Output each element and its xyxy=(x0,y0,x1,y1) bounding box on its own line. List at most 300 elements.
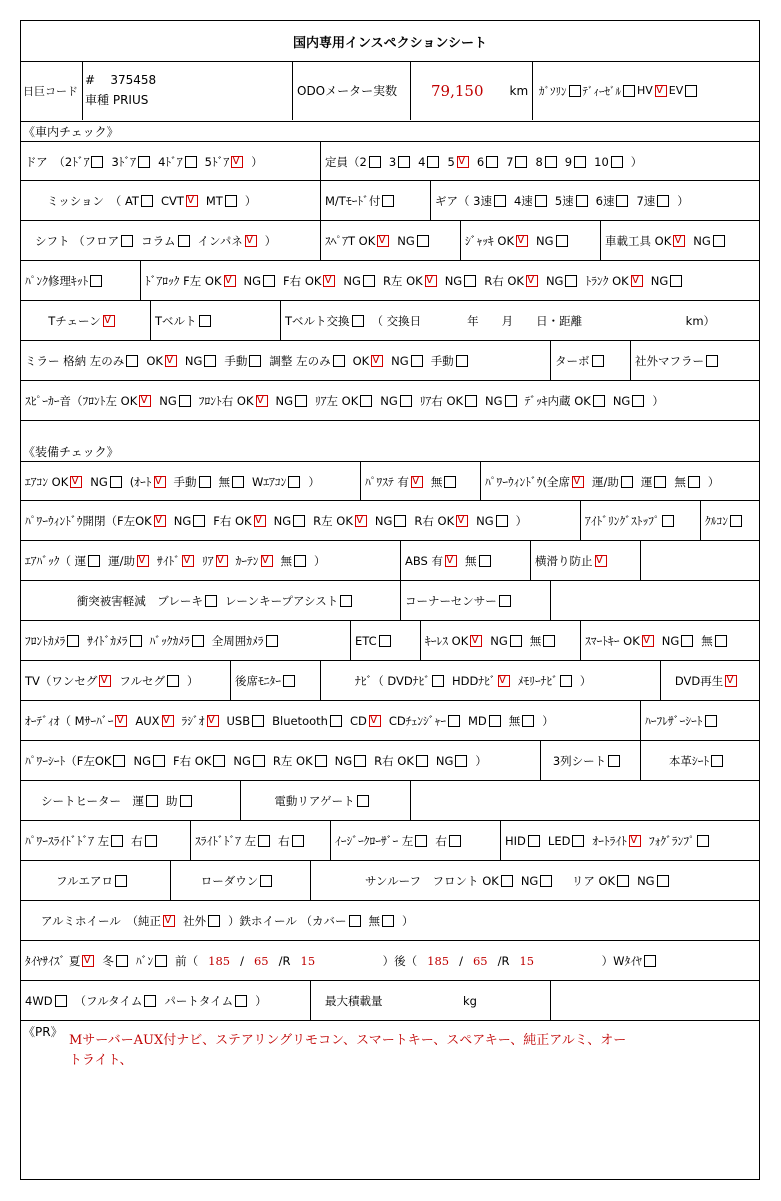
checkbox-checked[interactable] xyxy=(673,235,685,247)
checkbox[interactable] xyxy=(540,875,552,887)
checkbox[interactable] xyxy=(711,755,723,767)
checkbox[interactable] xyxy=(179,395,191,407)
checkbox-checked[interactable] xyxy=(371,355,383,367)
checkbox[interactable] xyxy=(116,955,128,967)
odo-unit: km xyxy=(509,83,529,98)
checkbox-checked[interactable] xyxy=(369,715,381,727)
tire-size-value: 15 xyxy=(519,953,535,968)
checkbox[interactable] xyxy=(417,235,429,247)
pr-section xyxy=(21,1021,759,1179)
checkbox[interactable] xyxy=(398,156,410,168)
field-label: 社外マフラー xyxy=(635,353,704,368)
field-label: 後席ﾓﾆﾀｰ xyxy=(235,673,281,688)
checkbox[interactable] xyxy=(199,315,211,327)
checkbox[interactable] xyxy=(146,795,158,807)
form-row xyxy=(21,181,759,221)
field-label: NG xyxy=(693,233,711,248)
checkbox-checked[interactable] xyxy=(470,635,482,647)
checkbox-checked[interactable] xyxy=(103,315,115,327)
field-label: 無 xyxy=(701,633,713,648)
field-label: NG xyxy=(485,393,503,408)
field-label: 無 xyxy=(508,713,521,728)
field-label: NG xyxy=(273,513,292,528)
checkbox[interactable] xyxy=(415,835,427,847)
field-label: ﾄﾞｱﾛｯｸ F左 OK xyxy=(145,273,222,288)
checkbox[interactable] xyxy=(352,315,364,327)
checkbox[interactable] xyxy=(204,355,216,367)
field-label: F右 OK xyxy=(172,753,212,768)
checkbox[interactable] xyxy=(199,476,211,488)
checkbox[interactable] xyxy=(252,715,264,727)
field-label: ﾊﾞｯｸｶﾒﾗ xyxy=(149,633,190,648)
fuel-type xyxy=(533,61,759,120)
form-cell xyxy=(551,581,759,620)
checkbox[interactable] xyxy=(369,156,381,168)
checkbox[interactable] xyxy=(354,755,366,767)
checkbox[interactable] xyxy=(501,875,513,887)
field-label: NG xyxy=(90,474,108,489)
checkbox[interactable] xyxy=(138,156,150,168)
field-label: NG xyxy=(490,633,508,648)
field-label: ）Wﾀｲﾔ xyxy=(544,953,642,968)
field-label: ｵｰﾃﾞｨｵ（ Mｻｰﾊﾞｰ xyxy=(25,713,114,728)
form-cell xyxy=(401,541,531,580)
checkbox[interactable] xyxy=(592,355,604,367)
field-label: パートタイム xyxy=(164,993,234,1008)
form-cell xyxy=(191,821,331,860)
form-row xyxy=(21,461,759,501)
fuel-checkbox[interactable] xyxy=(655,85,667,97)
field-label: ETC xyxy=(355,633,377,648)
checkbox[interactable] xyxy=(90,275,102,287)
checkbox[interactable] xyxy=(494,195,506,207)
checkbox[interactable] xyxy=(448,715,460,727)
checkbox[interactable] xyxy=(382,915,394,927)
field-label: 3列シート xyxy=(552,753,607,768)
checkbox[interactable] xyxy=(496,515,508,527)
form-cell xyxy=(701,501,759,540)
pr-text: MサーバーAUX付ナビ、ステアリングリモコン、スマートキー、スペアキー、純正アルミ、オー トライト、 xyxy=(69,1033,627,1068)
field-label: 調整 左のみ xyxy=(269,353,331,368)
checkbox[interactable] xyxy=(155,955,167,967)
checkbox-checked[interactable] xyxy=(154,476,166,488)
field-label: サンルーフ フロント OK xyxy=(365,873,499,888)
checkbox[interactable] xyxy=(193,515,205,527)
field-label: (ｵｰﾄ xyxy=(129,474,152,489)
checkbox-checked[interactable] xyxy=(516,235,528,247)
field-label: 前（ xyxy=(175,953,199,968)
field-label: ﾊﾟﾜｰｳｨﾝﾄﾞｳ(全席 xyxy=(485,474,570,489)
checkbox-checked[interactable] xyxy=(182,555,194,567)
checkbox[interactable] xyxy=(67,635,79,647)
checkbox[interactable] xyxy=(232,476,244,488)
field-label: ﾌﾛﾝﾄ右 OK xyxy=(198,393,254,408)
odo-value: 79,150 xyxy=(431,81,484,100)
checkbox[interactable] xyxy=(295,395,307,407)
checkbox[interactable] xyxy=(479,555,491,567)
checkbox[interactable] xyxy=(113,755,125,767)
field-label: ﾌｫｸﾞﾗﾝﾌﾟ xyxy=(648,833,695,848)
field-label: 5速 xyxy=(554,193,574,208)
checkbox-checked[interactable] xyxy=(377,235,389,247)
checkbox[interactable] xyxy=(180,795,192,807)
checkbox[interactable] xyxy=(706,355,718,367)
form-row xyxy=(21,501,759,541)
field-label: ﾊﾟﾜｽﾃ 有 xyxy=(365,474,409,489)
checkbox[interactable] xyxy=(349,915,361,927)
checkbox[interactable] xyxy=(167,675,179,687)
checkbox[interactable] xyxy=(185,156,197,168)
checkbox[interactable] xyxy=(115,875,127,887)
form-cell xyxy=(21,381,759,420)
field-label: ） xyxy=(314,553,326,568)
field-label: 本革ｼｰﾄ xyxy=(668,753,710,768)
field-label: ドア （2ﾄﾞｱ xyxy=(25,154,90,169)
checkbox-checked[interactable] xyxy=(572,476,584,488)
checkbox-checked[interactable] xyxy=(323,275,335,287)
checkbox[interactable] xyxy=(715,635,727,647)
checkbox[interactable] xyxy=(294,555,306,567)
field-label: ）後（ xyxy=(325,953,418,968)
tire-size-value: 65 xyxy=(253,953,269,968)
checkbox-checked[interactable] xyxy=(355,515,367,527)
fuel-checkbox[interactable] xyxy=(623,85,635,97)
checkbox[interactable] xyxy=(705,715,717,727)
checkbox[interactable] xyxy=(608,755,620,767)
checkbox-checked[interactable] xyxy=(231,156,243,168)
checkbox[interactable] xyxy=(292,835,304,847)
form-cell xyxy=(21,341,551,380)
field-label: 助 xyxy=(166,793,178,808)
checkbox[interactable] xyxy=(616,195,628,207)
checkbox[interactable] xyxy=(688,476,700,488)
checkbox[interactable] xyxy=(455,755,467,767)
form-row xyxy=(21,301,759,341)
checkbox-checked[interactable] xyxy=(216,555,228,567)
checkbox[interactable] xyxy=(145,835,157,847)
checkbox[interactable] xyxy=(213,755,225,767)
checkbox[interactable] xyxy=(449,835,461,847)
field-label: NG xyxy=(397,233,415,248)
checkbox-checked[interactable] xyxy=(498,675,510,687)
field-label: NG xyxy=(661,633,680,648)
form-cell xyxy=(641,701,759,740)
checkbox-checked[interactable] xyxy=(629,835,641,847)
checkbox-checked[interactable] xyxy=(456,515,468,527)
checkbox[interactable] xyxy=(394,515,406,527)
checkbox[interactable] xyxy=(617,875,629,887)
checkbox[interactable] xyxy=(432,675,444,687)
form-cell xyxy=(21,541,401,580)
field-label: 定員（ xyxy=(325,154,360,169)
checkbox[interactable] xyxy=(178,235,190,247)
field-label: Tベルト交換 xyxy=(285,313,350,328)
checkbox[interactable] xyxy=(258,835,270,847)
checkbox-checked[interactable] xyxy=(631,275,643,287)
checkbox[interactable] xyxy=(288,476,300,488)
checkbox[interactable] xyxy=(55,995,67,1007)
checkbox[interactable] xyxy=(253,755,265,767)
form-cell xyxy=(21,941,759,980)
checkbox[interactable] xyxy=(528,835,540,847)
checkbox[interactable] xyxy=(560,675,572,687)
checkbox[interactable] xyxy=(632,395,644,407)
tire-size-value: 65 xyxy=(472,953,488,968)
field-label: （フルタイム xyxy=(74,993,143,1008)
field-label: NG xyxy=(334,753,353,768)
checkbox[interactable] xyxy=(357,795,369,807)
field-label: 無 xyxy=(465,553,477,568)
checkbox[interactable] xyxy=(486,156,498,168)
checkbox[interactable] xyxy=(556,235,568,247)
checkbox[interactable] xyxy=(697,835,709,847)
checkbox[interactable] xyxy=(427,156,439,168)
form-cell xyxy=(21,501,581,540)
field-label: 4速 xyxy=(513,193,533,208)
checkbox[interactable] xyxy=(283,675,295,687)
field-label: ）鉄ホイール （カバー xyxy=(228,913,347,928)
checkbox-checked[interactable] xyxy=(207,715,219,727)
checkbox[interactable] xyxy=(363,275,375,287)
checkbox[interactable] xyxy=(235,995,247,1007)
checkbox-checked[interactable] xyxy=(99,675,111,687)
checkbox[interactable] xyxy=(574,156,586,168)
checkbox-checked[interactable] xyxy=(165,355,177,367)
field-label: ） xyxy=(475,753,487,768)
field-label: 最大積載量 kg xyxy=(325,993,477,1008)
checkbox[interactable] xyxy=(110,476,122,488)
checkbox-checked[interactable] xyxy=(162,715,174,727)
checkbox-checked[interactable] xyxy=(425,275,437,287)
field-label: OK xyxy=(352,353,370,368)
field-label: 4ﾄﾞｱ xyxy=(158,154,183,169)
checkbox[interactable] xyxy=(91,156,103,168)
checkbox-checked[interactable] xyxy=(139,395,151,407)
field-label: NG xyxy=(374,513,393,528)
checkbox[interactable] xyxy=(208,915,220,927)
field-label: NG xyxy=(184,353,203,368)
checkbox-checked[interactable] xyxy=(445,555,457,567)
checkbox-checked[interactable] xyxy=(245,235,257,247)
checkbox[interactable] xyxy=(260,875,272,887)
field-label: NG xyxy=(650,273,669,288)
fuel-label: HV xyxy=(637,84,653,97)
field-label: ﾀｲﾔｻｲｽﾞ 夏 xyxy=(25,953,81,968)
form-cell xyxy=(631,341,759,380)
form-cell xyxy=(321,661,661,700)
checkbox[interactable] xyxy=(657,875,669,887)
field-label: 冬 xyxy=(102,953,114,968)
form-cell xyxy=(551,981,759,1020)
checkbox[interactable] xyxy=(111,835,123,847)
form-cell xyxy=(21,861,171,900)
form-cell xyxy=(21,142,321,181)
field-label: 運/助 xyxy=(108,553,136,568)
form-cell xyxy=(171,861,311,900)
checkbox[interactable] xyxy=(681,635,693,647)
form-cell xyxy=(501,821,759,860)
checkbox[interactable] xyxy=(545,156,557,168)
field-label: NG xyxy=(343,273,361,288)
checkbox-checked[interactable] xyxy=(261,555,273,567)
checkbox-checked[interactable] xyxy=(642,635,654,647)
checkbox[interactable] xyxy=(576,195,588,207)
form-row xyxy=(21,781,759,821)
field-label: ﾄﾗﾝｸ OK xyxy=(585,273,629,288)
checkbox[interactable] xyxy=(333,355,345,367)
field-label: （ 交換日 年 月 日・距離 km） xyxy=(371,313,716,328)
checkbox[interactable] xyxy=(662,515,674,527)
checkbox[interactable] xyxy=(360,395,372,407)
checkbox[interactable] xyxy=(293,515,305,527)
field-label: ﾊﾟﾜｰｽﾗｲﾄﾞﾄﾞｱ 左 xyxy=(25,833,110,848)
field-label: ） xyxy=(186,673,199,688)
checkbox-checked[interactable] xyxy=(595,555,607,567)
checkbox-checked[interactable] xyxy=(254,515,266,527)
field-label: ｻｲﾄﾞｶﾒﾗ xyxy=(87,633,128,648)
form-row xyxy=(21,661,759,701)
field-label: NG xyxy=(444,273,463,288)
field-label: 無 xyxy=(368,913,380,928)
checkbox[interactable] xyxy=(505,395,517,407)
checkbox[interactable] xyxy=(400,395,412,407)
field-label: NG xyxy=(435,753,454,768)
field-label: Tチェーン xyxy=(48,313,101,328)
checkbox[interactable] xyxy=(654,476,666,488)
field-label: ） xyxy=(244,193,257,208)
header-row xyxy=(21,61,759,122)
checkbox-checked[interactable] xyxy=(115,715,127,727)
checkbox[interactable] xyxy=(611,156,623,168)
checkbox[interactable] xyxy=(510,635,522,647)
fuel-checkbox[interactable] xyxy=(569,85,581,97)
checkbox-checked[interactable] xyxy=(82,955,94,967)
checkbox[interactable] xyxy=(340,595,352,607)
checkbox[interactable] xyxy=(565,275,577,287)
checkbox[interactable] xyxy=(464,275,476,287)
checkbox[interactable] xyxy=(130,635,142,647)
checkbox[interactable] xyxy=(572,835,584,847)
field-label: 無 xyxy=(529,633,542,648)
checkbox[interactable] xyxy=(522,715,534,727)
checkbox-checked[interactable] xyxy=(70,476,82,488)
checkbox[interactable] xyxy=(644,955,656,967)
checkbox[interactable] xyxy=(263,275,275,287)
checkbox[interactable] xyxy=(153,755,165,767)
fuel-checkbox[interactable] xyxy=(685,85,697,97)
checkbox[interactable] xyxy=(121,235,133,247)
checkbox[interactable] xyxy=(382,195,394,207)
checkbox[interactable] xyxy=(126,355,138,367)
field-label: ｽﾍﾟｱT OK xyxy=(325,233,376,248)
checkbox[interactable] xyxy=(621,476,633,488)
field-label: CD xyxy=(349,713,367,728)
field-label: NG xyxy=(536,233,554,248)
checkbox-checked[interactable] xyxy=(186,195,198,207)
field-label: インパネ xyxy=(197,233,243,248)
field-label: ） xyxy=(707,474,720,489)
checkbox[interactable] xyxy=(379,635,391,647)
checkbox[interactable] xyxy=(88,555,100,567)
checkbox-checked[interactable] xyxy=(154,515,166,527)
checkbox[interactable] xyxy=(535,195,547,207)
field-label: MD xyxy=(467,713,487,728)
field-label: NG xyxy=(275,393,294,408)
field-label: NG xyxy=(233,753,251,768)
checkbox[interactable] xyxy=(489,715,501,727)
checkbox[interactable] xyxy=(144,995,156,1007)
checkbox-checked[interactable] xyxy=(526,275,538,287)
checkbox[interactable] xyxy=(411,355,423,367)
checkbox[interactable] xyxy=(593,395,605,407)
field-label: 4WD xyxy=(25,993,53,1008)
checkbox[interactable] xyxy=(465,395,477,407)
checkbox[interactable] xyxy=(444,476,456,488)
checkbox-checked[interactable] xyxy=(256,395,268,407)
odo-label: ODOメーター実数 xyxy=(293,61,411,120)
checkbox[interactable] xyxy=(266,635,278,647)
field-label: ） xyxy=(579,673,592,688)
field-label: ） xyxy=(402,913,414,928)
checkbox-checked[interactable] xyxy=(725,675,737,687)
checkbox[interactable] xyxy=(315,755,327,767)
checkbox[interactable] xyxy=(657,195,669,207)
field-label: ﾘｱ右 OK xyxy=(419,393,464,408)
form-cell xyxy=(21,741,541,780)
field-label: F右 OK xyxy=(213,513,252,528)
field-label: OK xyxy=(146,353,163,368)
checkbox[interactable] xyxy=(670,275,682,287)
checkbox[interactable] xyxy=(192,635,204,647)
field-label: 右 xyxy=(435,833,447,848)
field-label: ﾘｱ xyxy=(202,553,214,568)
form-cell xyxy=(661,661,759,700)
checkbox[interactable] xyxy=(499,595,511,607)
checkbox[interactable] xyxy=(205,595,217,607)
checkbox-checked[interactable] xyxy=(224,275,236,287)
form-cell xyxy=(641,541,759,580)
checkbox[interactable] xyxy=(456,355,468,367)
fuel-label: ｶﾞｿﾘﾝ xyxy=(539,84,567,98)
field-label: 3ﾄﾞｱ xyxy=(111,154,137,169)
checkbox[interactable] xyxy=(713,235,725,247)
form-row xyxy=(21,621,759,661)
field-label: NG xyxy=(637,873,655,888)
field-label: シフト （フロア xyxy=(35,233,120,248)
form-row xyxy=(21,141,759,181)
checkbox-checked[interactable] xyxy=(163,915,175,927)
checkbox[interactable] xyxy=(515,156,527,168)
form-cell xyxy=(21,701,641,740)
form-cell xyxy=(331,821,501,860)
field-label: 5ﾄﾞｱ xyxy=(204,154,230,169)
checkbox[interactable] xyxy=(330,715,342,727)
field-label: /R xyxy=(278,953,291,968)
checkbox[interactable] xyxy=(543,635,555,647)
form-cell xyxy=(21,581,401,620)
field-label: ） xyxy=(308,474,320,489)
checkbox[interactable] xyxy=(141,195,153,207)
fuel-label: ﾃﾞｨｰｾﾞﾙ xyxy=(582,84,621,98)
field-label: ﾊﾟﾜｰｼｰﾄ（F左OK xyxy=(25,753,112,768)
checkbox[interactable] xyxy=(249,355,261,367)
checkbox-checked[interactable] xyxy=(137,555,149,567)
checkbox[interactable] xyxy=(225,195,237,207)
checkbox-checked[interactable] xyxy=(457,156,469,168)
checkbox[interactable] xyxy=(730,515,742,527)
checkbox[interactable] xyxy=(416,755,428,767)
checkbox-checked[interactable] xyxy=(411,476,423,488)
